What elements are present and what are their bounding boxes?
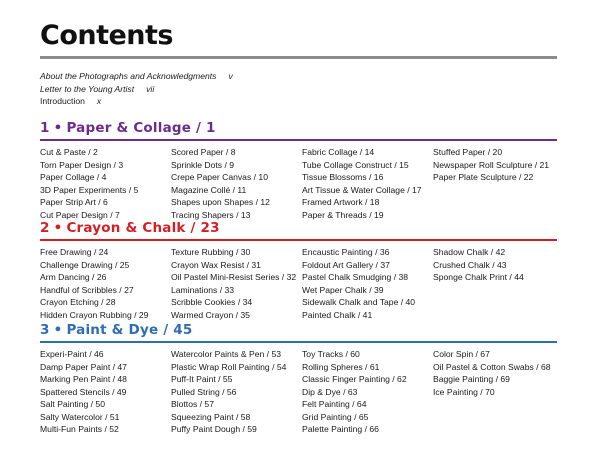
- section-page: 23: [200, 220, 220, 236]
- toc-entry[interactable]: Sponge Chalk Print / 44: [433, 272, 524, 282]
- toc-entry[interactable]: Shadow Chalk / 42: [433, 247, 506, 257]
- toc-entry[interactable]: Paper & Threads / 19: [302, 209, 384, 220]
- toc-entry[interactable]: Plastic Wrap Roll Painting / 54: [171, 361, 287, 372]
- section-heading[interactable]: 1 • Paper & Collage / 1: [40, 120, 216, 136]
- section-name: Paper & Collage: [66, 120, 192, 136]
- section-name: Crayon & Chalk: [66, 220, 186, 236]
- toc-entry[interactable]: Encaustic Painting / 36: [302, 247, 390, 257]
- toc-entry[interactable]: Tissue Blossoms / 16: [302, 172, 384, 182]
- toc-entry[interactable]: Pastel Chalk Smudging / 38: [302, 272, 409, 282]
- front-matter-title: About the Photographs and Acknowledgments: [40, 71, 217, 81]
- toc-column: [302, 348, 433, 436]
- toc-entry[interactable]: Baggie Painting / 69: [433, 374, 510, 384]
- toc-entry[interactable]: Crayon Wax Resist / 31: [171, 259, 261, 270]
- toc-entry[interactable]: Oil Pastel Mini-Resist Series / 32: [171, 272, 297, 282]
- toc-entry[interactable]: 3D Paper Experiments / 5: [40, 184, 139, 195]
- toc-entry[interactable]: Painted Chalk / 41: [302, 309, 373, 320]
- toc-entry[interactable]: Free Drawing / 24: [40, 247, 109, 257]
- section-rule: [40, 239, 557, 241]
- toc-entry[interactable]: Puff-It Paint / 55: [171, 374, 233, 384]
- toc-entry[interactable]: Stuffed Paper / 20: [433, 147, 503, 157]
- bullet-dot: •: [53, 120, 63, 136]
- toc-entry[interactable]: Sidewalk Chalk and Tape / 40: [302, 297, 416, 307]
- section-columns: [40, 246, 560, 321]
- toc-column: [302, 146, 433, 221]
- toc-entry[interactable]: Spattered Stencils / 49: [40, 386, 127, 397]
- toc-entry[interactable]: Foldout Art Gallery / 37: [302, 259, 390, 270]
- front-matter-page: v: [228, 71, 233, 81]
- toc-entry[interactable]: Rolling Spheres / 61: [302, 361, 380, 372]
- toc-column: [433, 348, 560, 436]
- section-number: 3: [40, 322, 50, 338]
- front-matter-item[interactable]: [40, 70, 233, 83]
- front-matter-title: Introduction: [40, 96, 85, 106]
- toc-entry[interactable]: Multi-Fun Paints / 52: [40, 424, 119, 434]
- toc-entry[interactable]: Scored Paper / 8: [171, 147, 236, 157]
- section-crayon-chalk: [40, 219, 560, 321]
- toc-entry[interactable]: Texture Rubbing / 30: [171, 247, 251, 257]
- front-matter-title: Letter to the Young Artist: [40, 83, 135, 94]
- toc-entry[interactable]: Hidden Crayon Rubbing / 29: [40, 309, 149, 320]
- toc-entry[interactable]: Newspaper Roll Sculpture / 21: [433, 159, 550, 170]
- section-paint-dye: [40, 321, 560, 436]
- toc-entry[interactable]: Palette Painting / 66: [302, 424, 379, 434]
- toc-entry[interactable]: Wet Paper Chalk / 39: [302, 284, 384, 295]
- toc-entry[interactable]: Crushed Chalk / 43: [433, 259, 507, 270]
- toc-entry[interactable]: Warmed Crayon / 35: [171, 309, 250, 320]
- title-rule: [40, 56, 557, 59]
- toc-entry[interactable]: Salty Watercolor / 51: [40, 411, 120, 422]
- toc-entry[interactable]: Scribble Cookies / 34: [171, 297, 253, 307]
- toc-entry[interactable]: Paper Collage / 4: [40, 172, 107, 182]
- toc-entry[interactable]: Laminations / 33: [171, 284, 235, 295]
- toc-entry[interactable]: Color Spin / 67: [433, 349, 490, 359]
- toc-entry[interactable]: Experi-Paint / 46: [40, 349, 104, 359]
- toc-entry[interactable]: Arm Dancing / 26: [40, 272, 107, 282]
- section-columns: [40, 348, 560, 436]
- toc-entry[interactable]: Watercolor Paints & Pen / 53: [171, 349, 282, 359]
- section-columns: [40, 146, 560, 221]
- toc-column: [433, 146, 560, 221]
- front-matter: [40, 70, 233, 108]
- section-paper-collage: [40, 119, 560, 221]
- toc-entry[interactable]: Cut Paper Design / 7: [40, 209, 120, 220]
- bullet-dot: •: [53, 322, 63, 338]
- toc-column: [171, 348, 302, 436]
- toc-entry[interactable]: Challenge Drawing / 25: [40, 259, 130, 270]
- section-number: 2: [40, 220, 50, 236]
- front-matter-page: x: [96, 96, 102, 106]
- toc-entry[interactable]: Framed Artwork / 18: [302, 197, 380, 207]
- section-rule: [40, 139, 557, 141]
- toc-entry[interactable]: Magazine Collé / 11: [171, 184, 247, 195]
- toc-entry[interactable]: Blottos / 57: [171, 399, 214, 409]
- section-page: 1: [206, 120, 216, 136]
- toc-column: [171, 146, 302, 221]
- toc-entry[interactable]: Paper Plate Sculpture / 22: [433, 172, 534, 182]
- section-name: Paint & Dye: [66, 322, 159, 338]
- toc-column: [40, 246, 171, 321]
- toc-entry[interactable]: Felt Painting / 64: [302, 399, 367, 409]
- toc-entry[interactable]: Oil Pastel & Cotton Swabs / 68: [433, 361, 551, 372]
- toc-entry[interactable]: Art Tissue & Water Collage / 17: [302, 184, 422, 195]
- section-heading[interactable]: 3 • Paint & Dye / 45: [40, 322, 193, 338]
- front-matter-item[interactable]: [40, 95, 233, 108]
- toc-entry[interactable]: Puffy Paint Dough / 59: [171, 424, 257, 434]
- toc-entry[interactable]: Classic Finger Painting / 62: [302, 374, 407, 384]
- toc-column: [302, 246, 433, 321]
- page-title: Contents: [40, 20, 174, 51]
- toc-entry[interactable]: Toy Tracks / 60: [302, 349, 360, 359]
- toc-entry[interactable]: Crayon Etching / 28: [40, 297, 116, 307]
- toc-column: [171, 246, 302, 321]
- toc-entry[interactable]: Sprinkle Dots / 9: [171, 159, 235, 170]
- section-rule: [40, 341, 557, 343]
- toc-entry[interactable]: Shapes upon Shapes / 12: [171, 197, 270, 207]
- toc-entry[interactable]: Fabric Collage / 14: [302, 147, 375, 157]
- toc-entry[interactable]: Tube Collage Construct / 15: [302, 159, 409, 170]
- toc-entry[interactable]: Cut & Paste / 2: [40, 147, 98, 157]
- toc-entry[interactable]: Torn Paper Design / 3: [40, 159, 124, 170]
- toc-entry[interactable]: Grid Painting / 65: [302, 411, 369, 422]
- toc-entry[interactable]: Ice Painting / 70: [433, 386, 495, 397]
- section-heading[interactable]: 2 • Crayon & Chalk / 23: [40, 220, 220, 236]
- bullet-dot: •: [53, 220, 63, 236]
- toc-entry[interactable]: Marking Pen Paint / 48: [40, 374, 127, 384]
- section-page: 45: [173, 322, 193, 338]
- toc-entry[interactable]: Squeezing Paint / 58: [171, 411, 251, 422]
- toc-column: [40, 146, 171, 221]
- toc-entry[interactable]: Pulled String / 56: [171, 386, 237, 397]
- toc-column: [40, 348, 171, 436]
- toc-entry[interactable]: Tracing Shapers / 13: [171, 209, 251, 220]
- toc-entry[interactable]: Salt Painting / 50: [40, 399, 105, 409]
- toc-entry[interactable]: Paper Strip Art / 6: [40, 197, 108, 207]
- toc-entry[interactable]: Handful of Scribbles / 27: [40, 284, 134, 295]
- toc-entry[interactable]: Dip & Dye / 63: [302, 386, 358, 397]
- toc-column: [433, 246, 560, 321]
- section-number: 1: [40, 120, 50, 136]
- front-matter-item[interactable]: [40, 83, 233, 96]
- toc-entry[interactable]: Crepe Paper Canvas / 10: [171, 172, 268, 182]
- toc-entry[interactable]: Damp Paper Paint / 47: [40, 361, 127, 372]
- front-matter-page: vii: [146, 83, 155, 94]
